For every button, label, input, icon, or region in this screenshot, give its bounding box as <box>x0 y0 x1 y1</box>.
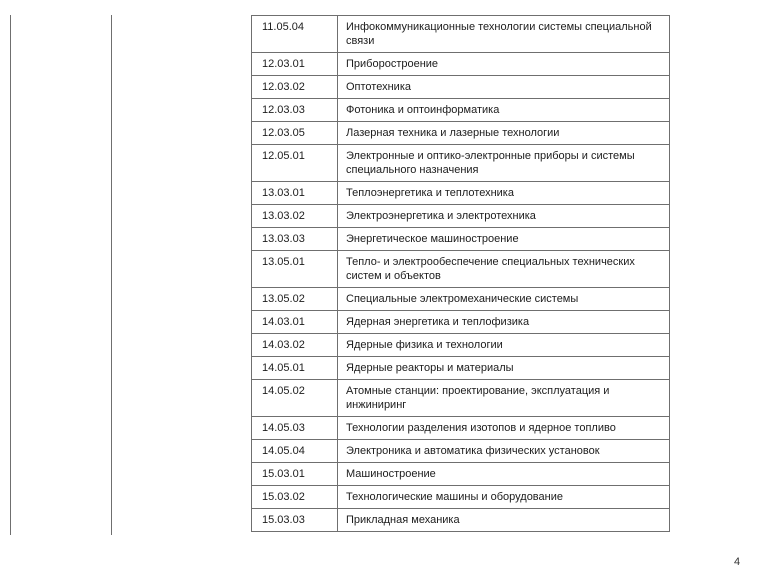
table-row <box>252 182 670 205</box>
table-row <box>252 334 670 357</box>
specialties-table <box>251 15 670 532</box>
left-column-rule-2 <box>111 15 112 535</box>
table-row <box>252 99 670 122</box>
code-cell: 12.03.01 <box>252 53 338 76</box>
page-number: 4 <box>733 556 741 568</box>
code-cell: 15.03.01 <box>252 463 338 486</box>
code-cell: 13.05.01 <box>252 251 338 288</box>
code-cell: 15.03.02 <box>252 486 338 509</box>
code-cell: 14.03.02 <box>252 334 338 357</box>
table-row <box>252 357 670 380</box>
name-cell: Тепло- и электрообеспечение специальных технических систем и объектов <box>338 251 670 288</box>
table-row <box>252 463 670 486</box>
name-cell: Прикладная механика <box>338 509 670 532</box>
name-cell: Атомные станции: проектирование, эксплуатация и инжиниринг <box>338 380 670 417</box>
specialties-table-body <box>252 16 670 532</box>
name-cell: Электронные и оптико-электронные приборы и системы специального назначения <box>338 145 670 182</box>
code-cell: 12.03.02 <box>252 76 338 99</box>
table-row <box>252 486 670 509</box>
left-column-rule-1 <box>10 15 11 535</box>
code-cell: 12.03.03 <box>252 99 338 122</box>
code-cell: 15.03.03 <box>252 509 338 532</box>
name-cell: Машиностроение <box>338 463 670 486</box>
table-row <box>252 16 670 53</box>
table-row <box>252 380 670 417</box>
table-row <box>252 76 670 99</box>
table-row <box>252 228 670 251</box>
code-cell: 14.05.03 <box>252 417 338 440</box>
name-cell: Теплоэнергетика и теплотехника <box>338 182 670 205</box>
name-cell: Технологии разделения изотопов и ядерное топливо <box>338 417 670 440</box>
table-row <box>252 122 670 145</box>
table-row <box>252 53 670 76</box>
name-cell: Технологические машины и оборудование <box>338 486 670 509</box>
name-cell: Электроэнергетика и электротехника <box>338 205 670 228</box>
table-row <box>252 288 670 311</box>
code-cell: 13.03.02 <box>252 205 338 228</box>
name-cell: Энергетическое машиностроение <box>338 228 670 251</box>
name-cell: Лазерная техника и лазерные технологии <box>338 122 670 145</box>
name-cell: Ядерные физика и технологии <box>338 334 670 357</box>
name-cell: Фотоника и оптоинформатика <box>338 99 670 122</box>
code-cell: 11.05.04 <box>252 16 338 53</box>
name-cell: Ядерная энергетика и теплофизика <box>338 311 670 334</box>
name-cell: Специальные электромеханические системы <box>338 288 670 311</box>
name-cell: Ядерные реакторы и материалы <box>338 357 670 380</box>
code-cell: 13.03.03 <box>252 228 338 251</box>
table-row <box>252 251 670 288</box>
table-row <box>252 417 670 440</box>
code-cell: 13.03.01 <box>252 182 338 205</box>
table-row <box>252 440 670 463</box>
code-cell: 12.05.01 <box>252 145 338 182</box>
name-cell: Приборостроение <box>338 53 670 76</box>
code-cell: 14.05.04 <box>252 440 338 463</box>
code-cell: 14.05.01 <box>252 357 338 380</box>
code-cell: 13.05.02 <box>252 288 338 311</box>
name-cell: Инфокоммуникационные технологии системы специальной связи <box>338 16 670 53</box>
code-cell: 14.05.02 <box>252 380 338 417</box>
table-row <box>252 509 670 532</box>
code-cell: 14.03.01 <box>252 311 338 334</box>
table-row <box>252 205 670 228</box>
table-row <box>252 145 670 182</box>
name-cell: Оптотехника <box>338 76 670 99</box>
table-row <box>252 311 670 334</box>
name-cell: Электроника и автоматика физических установок <box>338 440 670 463</box>
code-cell: 12.03.05 <box>252 122 338 145</box>
